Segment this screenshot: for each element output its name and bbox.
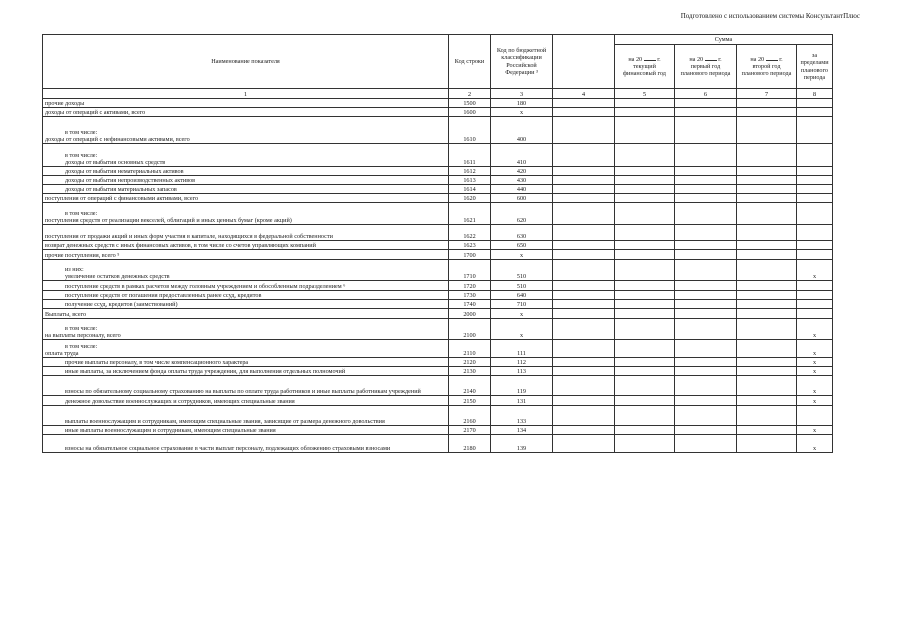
row-budget-code: 131: [491, 396, 553, 406]
row-value-cell: [553, 300, 615, 309]
row-value-cell: [615, 117, 675, 144]
row-value-cell: [615, 194, 675, 203]
table-row: [43, 426, 833, 435]
row-budget-code: 400: [491, 117, 553, 144]
row-beyond-period: [797, 300, 833, 309]
row-label-text: на выплаты персоналу, всего: [45, 331, 121, 339]
row-label: [43, 367, 449, 376]
table-row: [43, 108, 833, 117]
row-label-text: поступления от продажи акций и иных форм участия в капитале, находящихся в федеральной собственности: [45, 232, 333, 240]
row-value-cell: [553, 319, 615, 340]
row-value-cell: [615, 406, 675, 426]
row-value-cell: [553, 225, 615, 241]
row-value-cell: [675, 250, 737, 260]
column-number: 6: [675, 89, 737, 99]
row-budget-code: 650: [491, 241, 553, 250]
row-value-cell: [615, 167, 675, 176]
table-row: [43, 300, 833, 309]
column-number: 4: [553, 89, 615, 99]
row-prefix: в том числе:: [65, 342, 98, 350]
row-value-cell: [675, 358, 737, 367]
row-line-code: 1612: [449, 167, 491, 176]
row-value-cell: [675, 396, 737, 406]
row-value-cell: [553, 358, 615, 367]
table-row: [43, 340, 833, 358]
row-beyond-period: [797, 309, 833, 319]
row-budget-code: 112: [491, 358, 553, 367]
row-value-cell: [553, 396, 615, 406]
row-label: [43, 291, 449, 300]
row-value-cell: [615, 144, 675, 167]
row-value-cell: [615, 241, 675, 250]
row-value-cell: [737, 340, 797, 358]
row-label: [43, 260, 449, 281]
row-label: [43, 185, 449, 194]
row-label-text: поступления от операций с финансовыми активами, всего: [45, 194, 199, 202]
row-budget-code: 600: [491, 194, 553, 203]
row-label: [43, 99, 449, 108]
row-beyond-period: x: [797, 367, 833, 376]
row-line-code: 1620: [449, 194, 491, 203]
header-col8: за пределами планового периода: [797, 45, 833, 89]
row-value-cell: [615, 281, 675, 291]
row-value-cell: [675, 194, 737, 203]
row-budget-code: 119: [491, 376, 553, 396]
row-value-cell: [675, 144, 737, 167]
row-line-code: 2150: [449, 396, 491, 406]
table-row: [43, 367, 833, 376]
row-label: [43, 300, 449, 309]
row-label-text: доходы от выбытия нематериальных активов: [65, 167, 184, 175]
row-beyond-period: [797, 406, 833, 426]
row-budget-code: 640: [491, 291, 553, 300]
column-number-row: [43, 89, 833, 99]
table-row: [43, 176, 833, 185]
row-label: [43, 309, 449, 319]
row-label: [43, 358, 449, 367]
row-value-cell: [553, 241, 615, 250]
table-row: [43, 376, 833, 396]
header-col7: на 20 г. второй год планового периода: [737, 45, 797, 89]
row-budget-code: x: [491, 250, 553, 260]
row-value-cell: [615, 260, 675, 281]
row-value-cell: [553, 426, 615, 435]
row-label-text: оплата труда: [45, 349, 79, 357]
header-sum: Сумма: [615, 35, 833, 45]
table-row: [43, 260, 833, 281]
row-value-cell: [553, 309, 615, 319]
row-label-text: доходы от операций с активами, всего: [45, 108, 146, 116]
row-label-text: взносы на обязательное социальное страхование в части выплат персоналу, подлежащих обложению страховыми взносами: [65, 444, 391, 452]
row-beyond-period: x: [797, 426, 833, 435]
table-row: [43, 203, 833, 225]
row-value-cell: [675, 108, 737, 117]
row-value-cell: [553, 117, 615, 144]
row-label-text: получение ссуд, кредитов (заимствований): [65, 300, 178, 308]
table-row: [43, 396, 833, 406]
row-label-text: доходы от операций с нефинансовыми активами, всего: [45, 135, 190, 143]
row-line-code: 2000: [449, 309, 491, 319]
row-line-code: 1710: [449, 260, 491, 281]
row-beyond-period: [797, 291, 833, 300]
row-line-code: 2130: [449, 367, 491, 376]
row-label: [43, 426, 449, 435]
row-value-cell: [737, 291, 797, 300]
header-budget-code: Код по бюджетной классификации Российской Федерации ³: [491, 35, 553, 89]
row-label: [43, 406, 449, 426]
table-row: [43, 250, 833, 260]
row-value-cell: [737, 426, 797, 435]
table-row: [43, 144, 833, 167]
row-budget-code: 510: [491, 281, 553, 291]
row-value-cell: [615, 99, 675, 108]
table-row: [43, 309, 833, 319]
row-value-cell: [553, 406, 615, 426]
row-label: [43, 281, 449, 291]
row-label: [43, 144, 449, 167]
row-value-cell: [553, 144, 615, 167]
row-budget-code: 410: [491, 144, 553, 167]
row-beyond-period: [797, 99, 833, 108]
row-label: [43, 241, 449, 250]
row-value-cell: [553, 367, 615, 376]
table-row: [43, 291, 833, 300]
row-label-text: денежное довольствие военнослужащих и сотрудников, имеющих специальные звания: [65, 397, 295, 405]
row-value-cell: [675, 167, 737, 176]
row-budget-code: 111: [491, 340, 553, 358]
row-value-cell: [615, 367, 675, 376]
row-value-cell: [675, 241, 737, 250]
table-row: [43, 281, 833, 291]
row-value-cell: [675, 176, 737, 185]
row-value-cell: [675, 291, 737, 300]
row-label-text: прочие доходы: [45, 99, 85, 107]
document-source-note: Подготовлено с использованием системы КонсультантПлюс: [680, 12, 860, 20]
row-value-cell: [615, 225, 675, 241]
row-value-cell: [553, 260, 615, 281]
row-value-cell: [675, 426, 737, 435]
header-empty-col4: [553, 35, 615, 89]
row-line-code: 1500: [449, 99, 491, 108]
row-label: [43, 194, 449, 203]
row-value-cell: [553, 291, 615, 300]
row-value-cell: [675, 225, 737, 241]
table-row: [43, 319, 833, 340]
row-beyond-period: [797, 176, 833, 185]
row-budget-code: 113: [491, 367, 553, 376]
row-value-cell: [675, 309, 737, 319]
row-label-text: Выплаты, всего: [45, 310, 87, 318]
financial-plan-table: [42, 34, 833, 453]
row-beyond-period: x: [797, 319, 833, 340]
row-label: [43, 250, 449, 260]
row-value-cell: [615, 435, 675, 453]
row-value-cell: [737, 176, 797, 185]
row-beyond-period: x: [797, 396, 833, 406]
row-value-cell: [737, 194, 797, 203]
header-col6: на 20 г. первый год планового периода: [675, 45, 737, 89]
row-beyond-period: [797, 241, 833, 250]
row-value-cell: [737, 281, 797, 291]
row-value-cell: [675, 340, 737, 358]
row-value-cell: [737, 241, 797, 250]
row-label: [43, 340, 449, 358]
row-beyond-period: [797, 117, 833, 144]
row-line-code: 2120: [449, 358, 491, 367]
row-label-text: иные выплаты, за исключением фонда оплаты труда учреждения, для выполнения отдельных полномочий: [65, 367, 346, 375]
table-row: [43, 194, 833, 203]
row-budget-code: 139: [491, 435, 553, 453]
row-beyond-period: x: [797, 376, 833, 396]
row-label: [43, 435, 449, 453]
row-value-cell: [553, 435, 615, 453]
row-budget-code: x: [491, 108, 553, 117]
row-value-cell: [675, 435, 737, 453]
row-value-cell: [615, 176, 675, 185]
row-line-code: 2110: [449, 340, 491, 358]
row-beyond-period: x: [797, 358, 833, 367]
row-budget-code: 180: [491, 99, 553, 108]
header-line-code: Код строки: [449, 35, 491, 89]
row-value-cell: [553, 250, 615, 260]
table-row: [43, 185, 833, 194]
row-value-cell: [615, 340, 675, 358]
column-number: 5: [615, 89, 675, 99]
row-value-cell: [737, 406, 797, 426]
row-beyond-period: [797, 194, 833, 203]
row-value-cell: [737, 300, 797, 309]
row-budget-code: 510: [491, 260, 553, 281]
row-beyond-period: [797, 281, 833, 291]
row-value-cell: [737, 260, 797, 281]
row-line-code: 1700: [449, 250, 491, 260]
row-budget-code: 440: [491, 185, 553, 194]
table-row: [43, 167, 833, 176]
row-beyond-period: x: [797, 340, 833, 358]
row-value-cell: [615, 396, 675, 406]
row-value-cell: [675, 99, 737, 108]
row-prefix: в том числе:: [65, 151, 98, 159]
row-value-cell: [553, 281, 615, 291]
row-value-cell: [737, 367, 797, 376]
row-beyond-period: [797, 144, 833, 167]
table-row: [43, 358, 833, 367]
row-label: [43, 117, 449, 144]
row-beyond-period: [797, 167, 833, 176]
row-line-code: 1720: [449, 281, 491, 291]
row-value-cell: [615, 291, 675, 300]
table-row: [43, 435, 833, 453]
row-budget-code: x: [491, 309, 553, 319]
row-line-code: 1611: [449, 144, 491, 167]
table-row: [43, 99, 833, 108]
column-number: 8: [797, 89, 833, 99]
row-label-text: доходы от выбытия непроизводственных активов: [65, 176, 196, 184]
row-label: [43, 167, 449, 176]
row-value-cell: [615, 203, 675, 225]
row-value-cell: [675, 203, 737, 225]
column-number: 2: [449, 89, 491, 99]
row-value-cell: [737, 319, 797, 340]
header-name: Наименование показателя: [43, 35, 449, 89]
row-value-cell: [675, 300, 737, 309]
row-beyond-period: [797, 108, 833, 117]
row-label: [43, 376, 449, 396]
row-value-cell: [737, 185, 797, 194]
row-value-cell: [675, 319, 737, 340]
row-value-cell: [615, 426, 675, 435]
row-line-code: 1621: [449, 203, 491, 225]
row-label-text: увеличение остатков денежных средств: [65, 272, 170, 280]
row-line-code: 1614: [449, 185, 491, 194]
row-label-text: выплаты военнослужащим и сотрудникам, имеющим специальные звания, зависящие от размера денежного довольствия: [65, 417, 385, 425]
row-value-cell: [615, 358, 675, 367]
row-line-code: 1740: [449, 300, 491, 309]
table-row: [43, 225, 833, 241]
row-value-cell: [737, 203, 797, 225]
row-line-code: 1610: [449, 117, 491, 144]
row-value-cell: [675, 185, 737, 194]
row-value-cell: [675, 260, 737, 281]
row-value-cell: [737, 225, 797, 241]
row-value-cell: [675, 117, 737, 144]
row-line-code: 2180: [449, 435, 491, 453]
row-value-cell: [615, 376, 675, 396]
row-prefix: из них:: [65, 265, 84, 273]
row-value-cell: [675, 406, 737, 426]
row-label: [43, 108, 449, 117]
row-beyond-period: x: [797, 260, 833, 281]
row-value-cell: [737, 309, 797, 319]
row-value-cell: [615, 300, 675, 309]
row-value-cell: [553, 203, 615, 225]
row-prefix: в том числе:: [65, 209, 98, 217]
row-label-text: иные выплаты военнослужащим и сотрудникам, имеющим специальные звания: [65, 426, 276, 434]
row-line-code: 1613: [449, 176, 491, 185]
row-label-text: поступление средств в рамках расчетов между головным учреждением и обособленным подразделением ⁶: [65, 282, 346, 290]
row-value-cell: [737, 358, 797, 367]
row-budget-code: 420: [491, 167, 553, 176]
row-budget-code: 133: [491, 406, 553, 426]
row-value-cell: [615, 185, 675, 194]
row-line-code: 1730: [449, 291, 491, 300]
row-prefix: в том числе:: [65, 324, 98, 332]
table-row: [43, 406, 833, 426]
row-value-cell: [737, 396, 797, 406]
row-beyond-period: [797, 185, 833, 194]
row-label-text: поступление средств от погашения предоставленных ранее ссуд, кредитов: [65, 291, 262, 299]
row-value-cell: [615, 250, 675, 260]
row-line-code: 1623: [449, 241, 491, 250]
column-number: 3: [491, 89, 553, 99]
column-number: 1: [43, 89, 449, 99]
row-label: [43, 203, 449, 225]
row-budget-code: 620: [491, 203, 553, 225]
row-budget-code: x: [491, 319, 553, 340]
row-value-cell: [737, 144, 797, 167]
row-beyond-period: [797, 225, 833, 241]
table-row: [43, 241, 833, 250]
row-label-text: поступления средств от реализации векселей, облигаций и иных ценных бумаг (кроме акций): [45, 216, 292, 224]
row-label: [43, 176, 449, 185]
row-label: [43, 225, 449, 241]
row-value-cell: [737, 167, 797, 176]
row-value-cell: [737, 99, 797, 108]
row-budget-code: 710: [491, 300, 553, 309]
row-value-cell: [615, 309, 675, 319]
row-value-cell: [675, 281, 737, 291]
row-label: [43, 396, 449, 406]
row-value-cell: [553, 376, 615, 396]
row-value-cell: [737, 376, 797, 396]
row-label-text: прочие поступления, всего ⁵: [45, 251, 120, 259]
table-row: [43, 117, 833, 144]
row-value-cell: [553, 108, 615, 117]
row-label-text: возврат денежных средств с иных финансовых активов, в том числе со счетов управляющих компаний: [45, 241, 316, 249]
row-line-code: 2160: [449, 406, 491, 426]
row-value-cell: [737, 108, 797, 117]
row-value-cell: [553, 176, 615, 185]
row-line-code: 2100: [449, 319, 491, 340]
row-beyond-period: [797, 250, 833, 260]
row-label-text: доходы от выбытия основных средств: [65, 158, 166, 166]
row-beyond-period: x: [797, 435, 833, 453]
row-line-code: 2170: [449, 426, 491, 435]
row-value-cell: [553, 99, 615, 108]
row-value-cell: [737, 117, 797, 144]
column-number: 7: [737, 89, 797, 99]
row-label-text: доходы от выбытия материальных запасов: [65, 185, 177, 193]
row-value-cell: [675, 367, 737, 376]
row-value-cell: [553, 340, 615, 358]
row-value-cell: [615, 108, 675, 117]
row-label-text: прочие выплаты персоналу, в том числе компенсационного характера: [65, 358, 249, 366]
row-line-code: 1622: [449, 225, 491, 241]
row-budget-code: 134: [491, 426, 553, 435]
row-line-code: 2140: [449, 376, 491, 396]
row-budget-code: 430: [491, 176, 553, 185]
header-col5: на 20 г. текущий финансовый год: [615, 45, 675, 89]
row-value-cell: [615, 319, 675, 340]
row-beyond-period: [797, 203, 833, 225]
row-label-text: взносы по обязательному социальному страхованию на выплаты по оплате труда работников и иные выплаты работникам учреждений: [65, 387, 421, 395]
row-label: [43, 319, 449, 340]
row-prefix: в том числе:: [65, 128, 98, 136]
row-line-code: 1600: [449, 108, 491, 117]
row-value-cell: [737, 250, 797, 260]
row-value-cell: [675, 376, 737, 396]
row-value-cell: [553, 194, 615, 203]
row-value-cell: [737, 435, 797, 453]
row-budget-code: 630: [491, 225, 553, 241]
row-value-cell: [553, 167, 615, 176]
row-value-cell: [553, 185, 615, 194]
